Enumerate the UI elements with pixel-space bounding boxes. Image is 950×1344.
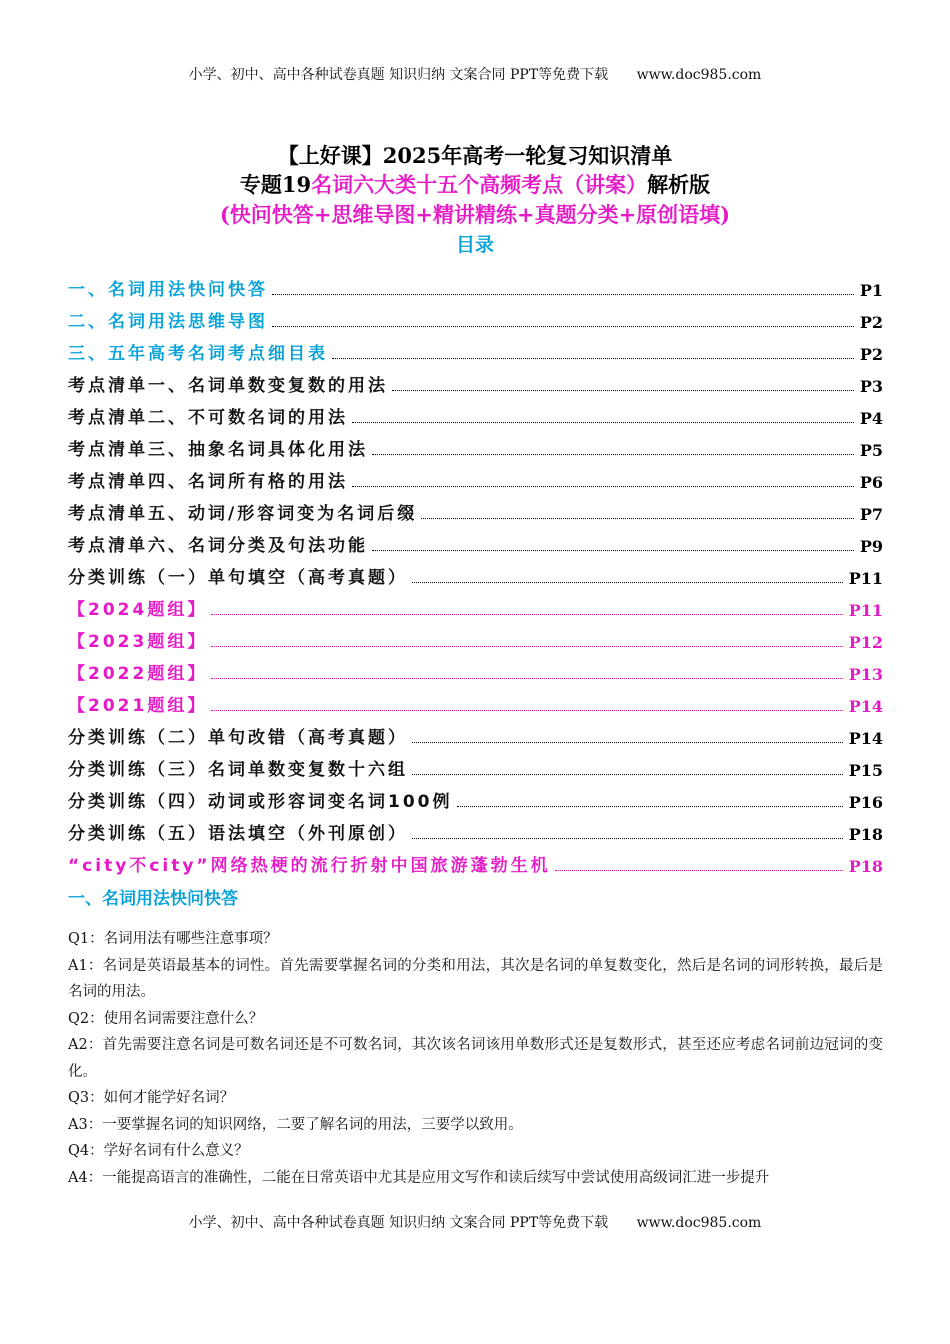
toc-entry-label: 【2023题组】 [68,632,208,652]
toc-leader-dots [352,421,854,423]
toc-entry[interactable] [68,492,883,524]
toc-leader-dots [412,837,843,839]
toc-leader-dots [412,741,843,743]
toc-entry[interactable] [68,620,883,652]
toc-entry-page: P11 [848,601,883,620]
toc-leader-dots [457,805,843,807]
answer: A4：一能提高语言的准确性，二能在日常英语中尤其是应用文写作和读后续写中尝试使用高级词汇进一步提升 [68,1169,770,1186]
table-of-contents [68,268,883,876]
toc-entry[interactable] [68,588,883,620]
subtitle-prefix: 专题19 [239,172,312,197]
toc-entry-page: P4 [859,409,883,428]
toc-entry-label: 考点清单一、名词单数变复数的用法 [68,376,388,396]
toc-entry-page: P12 [848,633,883,652]
toc-entry-label: 考点清单三、抽象名词具体化用法 [68,440,368,460]
toc-entry[interactable] [68,556,883,588]
toc-title: 目录 [455,234,494,256]
toc-entry-page: P13 [848,665,883,684]
toc-entry-label: 【2024题组】 [68,600,208,620]
toc-entry-page: P14 [848,729,883,748]
toc-entry-label: 考点清单二、不可数名词的用法 [68,408,348,428]
toc-entry[interactable] [68,428,883,460]
toc-leader-dots [372,453,854,455]
toc-leader-dots [332,357,854,359]
toc-leader-dots [211,645,842,647]
toc-entry-page: P15 [848,761,883,780]
subtitle-suffix: 解析版 [647,172,711,197]
toc-entry[interactable] [68,812,883,844]
toc-entry-page: P1 [859,281,883,300]
toc-entry-label: 分类训练（五）语法填空（外刊原创） [68,824,408,844]
toc-entry-page: P18 [848,857,883,876]
toc-entry[interactable] [68,684,883,716]
toc-leader-dots [421,517,854,519]
toc-entry-page: P2 [859,313,883,332]
toc-entry-page: P2 [859,345,883,364]
toc-entry-label: “city不city”网络热梗的流行折射中国旅游蓬勃生机 [68,856,551,876]
toc-entry[interactable] [68,300,883,332]
toc-entry-page: P5 [859,441,883,460]
toc-entry-label: 考点清单六、名词分类及句法功能 [68,536,368,556]
toc-entry-page: P6 [859,473,883,492]
toc-leader-dots [352,485,854,487]
question: Q2：使用名词需要注意什么？ [68,1010,264,1027]
toc-leader-dots [272,325,854,327]
toc-entry-label: 三、五年高考名词考点细目表 [68,344,328,364]
toc-entry[interactable] [68,748,883,780]
toc-entry-page: P3 [859,377,883,396]
toc-leader-dots [272,293,854,295]
toc-entry-label: 【2022题组】 [68,664,208,684]
toc-entry-page: P7 [859,505,883,524]
banner-site: www.doc985.com [636,67,762,83]
question: Q3：如何才能学好名词？ [68,1090,235,1106]
toc-entry-page: P18 [848,825,883,844]
qa-list [68,926,883,1191]
bottom-banner [0,1212,950,1232]
answer: A3：一要掌握名词的知识网络，二要了解名词的用法，三要学以致用。 [68,1116,523,1133]
toc-entry-page: P11 [848,569,883,588]
top-banner [0,64,950,84]
toc-entry-label: 分类训练（三）名词单数变复数十六组 [68,760,408,780]
toc-entry-label: 分类训练（一）单句填空（高考真题） [68,568,408,588]
toc-entry-label: 考点清单五、动词/形容词变为名词后缀 [68,504,418,524]
toc-leader-dots [211,709,842,711]
question: Q4：学好名词有什么意义？ [68,1143,249,1159]
subtitle-topic: 名词六大类十五个高频考点（讲案） [311,172,648,197]
toc-entry[interactable] [68,780,883,812]
toc-leader-dots [555,869,843,871]
document-tagline: (快问快答+思维导图+精讲精练+真题分类+原创语填) [219,202,731,227]
document-subtitle [0,170,950,200]
toc-entry-page: P16 [848,793,883,812]
toc-entry-label: 二、名词用法思维导图 [68,312,268,332]
document-title: 【上好课】2025年高考一轮复习知识清单 [277,143,673,168]
answer: A2：首先需要注意名词是可数名词还是不可数名词，其次该名词该用单数形式还是复数形式，甚至还应考虑名词前边冠词的变化。 [68,1037,883,1080]
toc-leader-dots [392,389,854,391]
toc-entry-label: 考点清单四、名词所有格的用法 [68,472,348,492]
toc-entry[interactable] [68,460,883,492]
toc-entry[interactable] [68,652,883,684]
title-block [0,142,950,260]
banner-text: 小学、初中、高中各种试卷真题 知识归纳 文案合同 PPT等免费下载 [188,1215,609,1231]
toc-entry-label: 分类训练（二）单句改错（高考真题） [68,728,408,748]
toc-entry-label: 分类训练（四）动词或形容词变名词100例 [68,792,453,812]
toc-leader-dots [211,613,842,615]
banner-text: 小学、初中、高中各种试卷真题 知识归纳 文案合同 PPT等免费下载 [188,67,609,83]
toc-leader-dots [412,773,843,775]
toc-entry-label: 一、名词用法快问快答 [68,280,268,300]
toc-entry[interactable] [68,396,883,428]
toc-entry[interactable] [68,332,883,364]
toc-entry-page: P14 [848,697,883,716]
toc-entry[interactable] [68,524,883,556]
toc-entry[interactable] [68,268,883,300]
question: Q1：名词用法有哪些注意事项？ [68,931,278,947]
banner-site: www.doc985.com [636,1215,762,1231]
toc-entry[interactable] [68,716,883,748]
toc-leader-dots [372,549,854,551]
toc-entry-page: P9 [859,537,883,556]
section-heading: 一、名词用法快问快答 [68,889,238,909]
toc-entry[interactable] [68,844,883,876]
toc-entry-label: 【2021题组】 [68,696,208,716]
answer: A1：名词是英语最基本的词性。首先需要掌握名词的分类和用法，其次是名词的单复数变化，然后是名词的词形转换，最后是名词的用法。 [68,957,883,1000]
toc-entry[interactable] [68,364,883,396]
toc-leader-dots [211,677,842,679]
toc-leader-dots [412,581,843,583]
